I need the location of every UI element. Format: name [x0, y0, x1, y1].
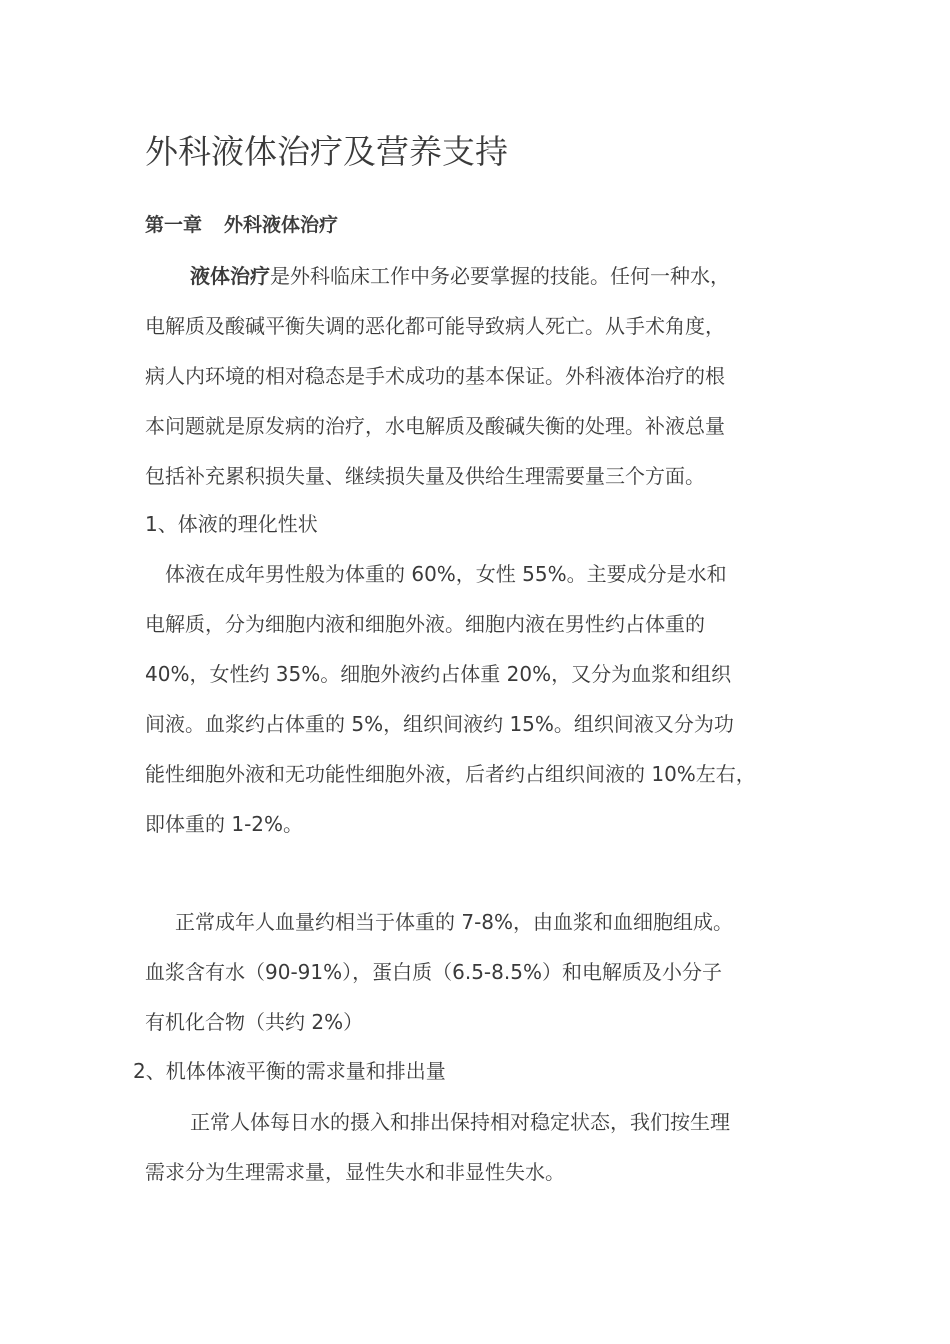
intro-lead-term: 液体治疗	[190, 264, 270, 288]
intro-line-1	[190, 261, 730, 291]
intro-line-2: 电解质及酸碱平衡失调的恶化都可能导致病人死亡。从手术角度，	[145, 314, 725, 338]
intro-line-3: 病人内环境的相对稳态是手术成功的基本保证。外科液体治疗的根	[145, 364, 725, 388]
intro-line-5: 包括补充累积损失量、继续损失量及供给生理需要量三个方面。	[145, 464, 705, 488]
section2-para-line-2: 需求分为生理需求量，显性失水和非显性失水。	[145, 1160, 565, 1184]
section2-heading: 2、机体体液平衡的需求量和排出量	[133, 1059, 446, 1083]
section1-para2-line-1: 正常成年人血量约相当于体重的 7-8%，由血浆和血细胞组成。	[175, 910, 734, 934]
section2-para-line-1: 正常人体每日水的摄入和排出保持相对稳定状态，我们按生理	[190, 1110, 730, 1134]
intro-line-1-rest: 是外科临床工作中务必要掌握的技能。任何一种水，	[270, 264, 730, 288]
intro-line-4: 本问题就是原发病的治疗，水电解质及酸碱失衡的处理。补液总量	[145, 414, 725, 438]
chapter-number: 第一章	[145, 214, 203, 236]
section1-para1-line-6: 即体重的 1-2%。	[145, 812, 304, 836]
section1-heading: 1、体液的理化性状	[145, 512, 318, 536]
section1-para1-line-3: 40%，女性约 35%。细胞外液约占体重 20%，又分为血浆和组织	[145, 662, 732, 686]
section1-para2-line-3: 有机化合物（共约 2%）	[145, 1010, 364, 1034]
section1-para2-line-2: 血浆含有水（90-91%），蛋白质（6.5-8.5%）和电解质及小分子	[145, 960, 722, 984]
section1-para1-line-2: 电解质，分为细胞内液和细胞外液。细胞内液在男性约占体重的	[145, 612, 705, 636]
section1-para1-line-1: 体液在成年男性般为体重的 60%，女性 55%。主要成分是水和	[165, 562, 727, 586]
section1-para1-line-5: 能性细胞外液和无功能性细胞外液，后者约占组织间液的 10%左右，	[145, 762, 756, 786]
section1-para1-line-4: 间液。血浆约占体重的 5%，组织间液约 15%。组织间液又分为功	[145, 712, 734, 736]
document-title: 外科液体治疗及营养支持	[145, 132, 508, 171]
chapter-heading	[145, 210, 338, 240]
chapter-name: 外科液体治疗	[224, 214, 339, 236]
